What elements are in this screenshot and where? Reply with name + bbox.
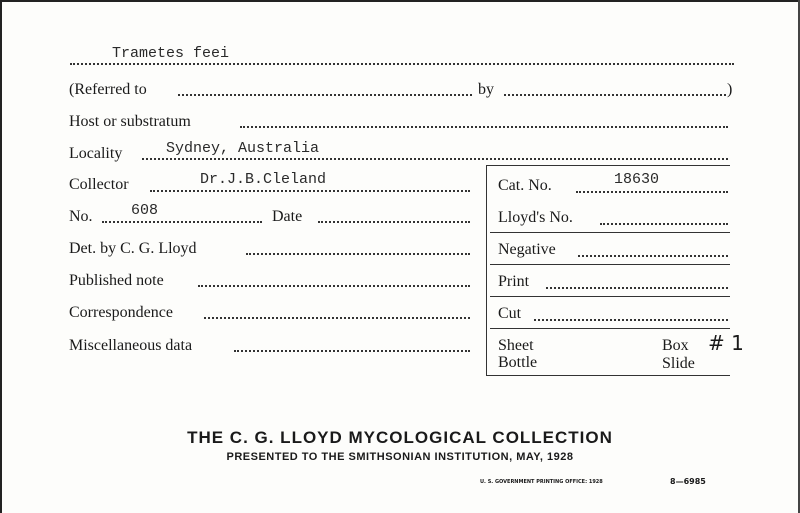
misc-label: Miscellaneous data <box>69 337 193 354</box>
collector-line <box>150 190 470 192</box>
box-label: Box <box>662 337 689 354</box>
box-left-line <box>486 165 487 375</box>
box-top-line <box>486 165 730 166</box>
negative-label: Negative <box>498 241 556 258</box>
cut-line <box>534 319 728 321</box>
no-line <box>102 221 262 223</box>
slide-label: Slide <box>662 355 695 372</box>
date-line <box>318 221 470 223</box>
number-value: 608 <box>131 202 159 219</box>
form-code: 8—6985 <box>670 477 706 486</box>
date-label: Date <box>272 208 303 225</box>
cut-label: Cut <box>498 305 522 322</box>
close-paren: ) <box>727 81 733 98</box>
by-line <box>504 94 726 96</box>
specimen-name: Trametes feei <box>112 45 230 62</box>
negative-line <box>578 255 728 257</box>
lloyds-no-label: Lloyd's No. <box>498 209 573 226</box>
collection-subtitle: PRESENTED TO THE SMITHSONIAN INSTITUTION, MAY, 1928 <box>226 451 574 463</box>
det-by-label: Det. by C. G. Lloyd <box>69 240 197 257</box>
bottle-label: Bottle <box>498 354 538 371</box>
host-line <box>240 126 728 128</box>
host-label: Host or substratum <box>69 113 191 130</box>
det-by-line <box>246 253 470 255</box>
no-label: No. <box>69 208 93 225</box>
box-divider-2 <box>490 264 730 265</box>
print-line <box>546 287 728 289</box>
locality-label: Locality <box>69 145 123 162</box>
collector-value: Dr.J.B.Cleland <box>200 171 327 188</box>
referred-line <box>178 94 472 96</box>
correspondence-label: Correspondence <box>69 304 173 321</box>
lloyds-no-line <box>600 223 728 225</box>
collection-title: THE C. G. LLOYD MYCOLOGICAL COLLECTION <box>187 428 613 447</box>
sheet-label: Sheet <box>498 337 534 354</box>
box-divider-4 <box>490 328 730 329</box>
locality-line <box>142 158 728 160</box>
cat-no-value: 18630 <box>614 171 660 188</box>
cat-no-line <box>576 191 728 193</box>
published-note-line <box>198 285 470 287</box>
card-edge-top <box>0 0 800 2</box>
box-divider-3 <box>490 296 730 297</box>
cat-no-label: Cat. No. <box>498 177 552 194</box>
name-line <box>70 63 734 65</box>
misc-line <box>234 350 470 352</box>
published-note-label: Published note <box>69 272 164 289</box>
referred-label: (Referred to <box>69 81 147 98</box>
box-value: # 1 <box>708 331 744 355</box>
box-bottom-line <box>486 375 730 376</box>
print-label: Print <box>498 273 530 290</box>
by-label: by <box>478 81 494 98</box>
box-divider-1 <box>490 232 730 233</box>
correspondence-line <box>204 317 470 319</box>
locality-value: Sydney, Australia <box>166 140 320 157</box>
collector-label: Collector <box>69 176 129 193</box>
printing-office-note: U. S. GOVERNMENT PRINTING OFFICE: 1928 <box>480 479 603 485</box>
